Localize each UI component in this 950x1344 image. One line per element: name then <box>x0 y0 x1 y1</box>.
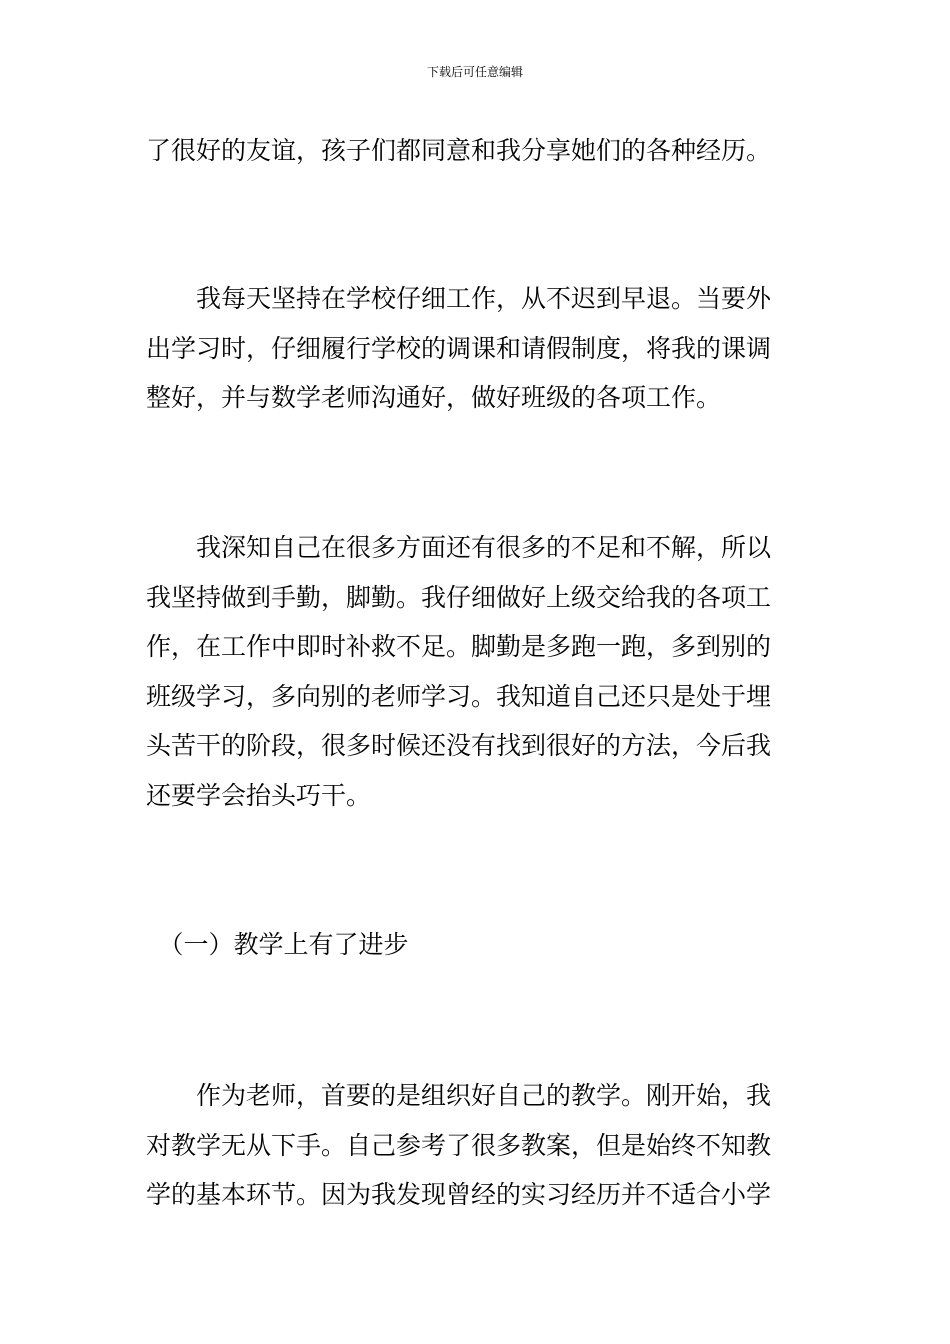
text-line: 作，在工作中即时补救不足。脚勤是多跑一跑，多到别的 <box>146 632 772 661</box>
section-heading <box>146 920 808 970</box>
text-line: （一）教学上有了进步 <box>146 930 409 959</box>
paragraph-2 <box>146 274 808 423</box>
text-line: 头苦干的阶段，很多时候还没有找到很好的方法，今后我 <box>146 731 772 760</box>
paragraph-1 <box>146 126 808 176</box>
text-line: 对教学无从下手。自己参考了很多教案，但是始终不知教 <box>146 1130 772 1160</box>
text-line: 班级学习，多向别的老师学习。我知道自己还只是处于埋 <box>146 681 772 711</box>
text-line: 还要学会抬头巧干。 <box>146 780 372 810</box>
text-line: 整好，并与数学老师沟通好，做好班级的各项工作。 <box>146 383 722 412</box>
text-line: 我每天坚持在学校仔细工作，从不迟到早退。当要外 <box>146 284 772 313</box>
page-header-note: 下载后可任意编辑 <box>426 65 523 79</box>
paragraph-5 <box>146 1071 808 1220</box>
text-line: 我坚持做到手勤，脚勤。我仔细做好上级交给我的各项工 <box>146 582 772 612</box>
text-line: 出学习时，仔细履行学校的调课和请假制度，将我的课调 <box>146 333 772 363</box>
text-line: 了很好的友谊，孩子们都同意和我分享她们的各种经历。 <box>146 136 772 165</box>
text-line: 我深知自己在很多方面还有很多的不足和不解，所以 <box>146 533 772 562</box>
text-line: 作为老师，首要的是组织好自己的教学。刚开始，我 <box>146 1081 772 1110</box>
paragraph-3 <box>146 523 808 820</box>
text-line: 学的基本环节。因为我发现曾经的实习经历并不适合小学 <box>146 1180 772 1209</box>
